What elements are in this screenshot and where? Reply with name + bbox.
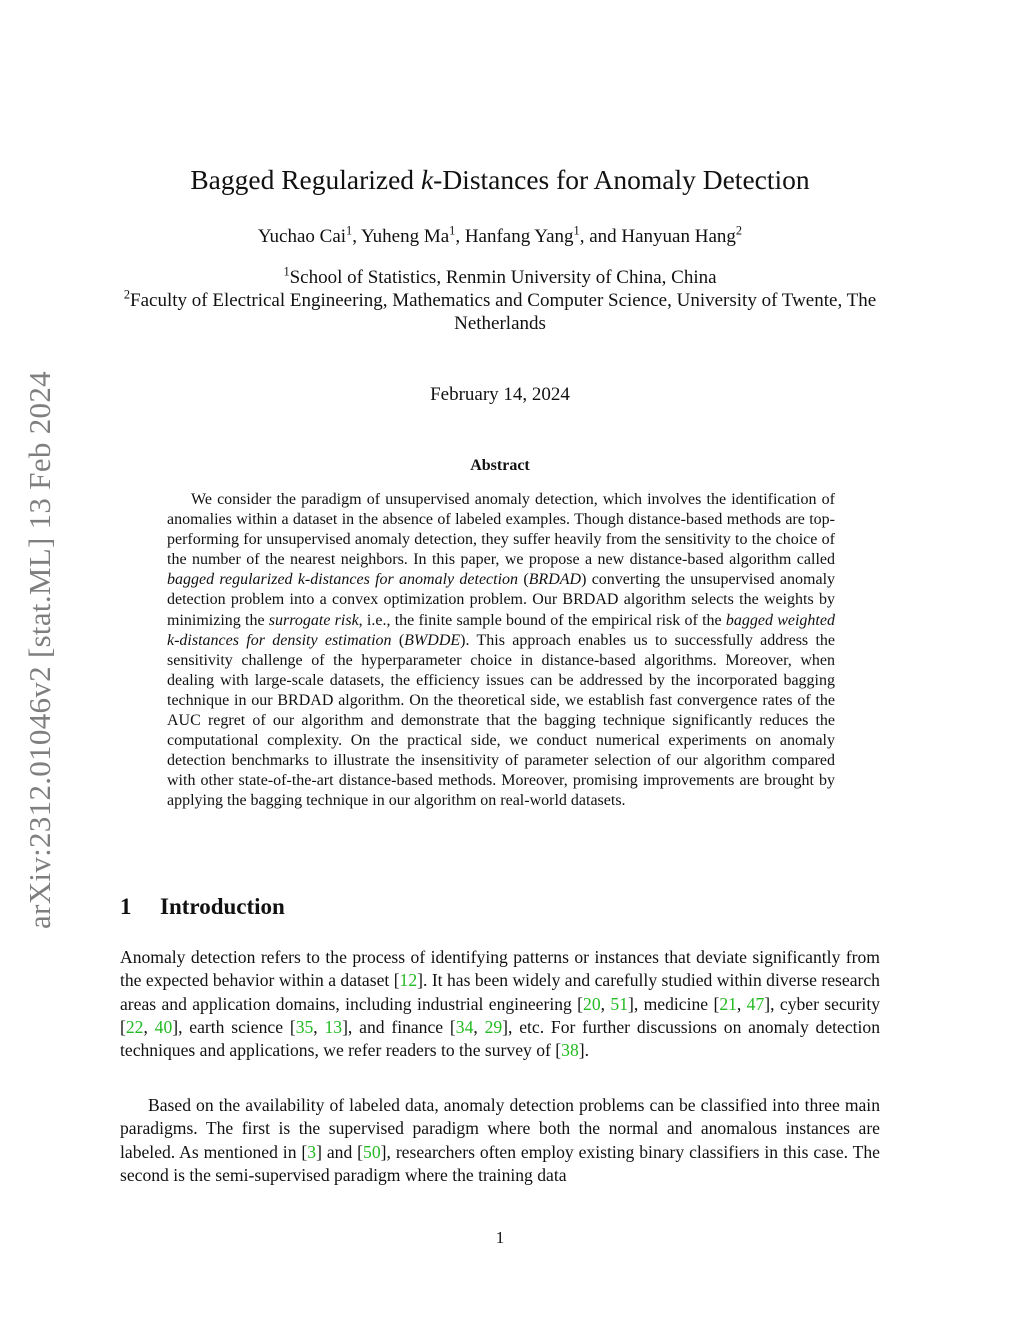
section-number: 1 [120,894,132,919]
author-list: Yuchao Cai$^1$, Yuheng Ma$^1$, Hanfang Yang$^1$, and Hanyuan Hang$^2$ [257,223,743,247]
citation-link[interactable]: 47 [746,993,765,1014]
author-name: Hanfang Yang [464,226,574,247]
abstract-body: We consider the paradigm of unsupervised anomaly detection, which involves the identification of anomalies within a dataset in the absence of labeled examples. Though distance-based methods are top-performing for unsupervised anomaly detection, they suffer heavily from the sensitivity to the choice of the number of the nearest neighbors. In this paper, we propose a new distance-based algorithm called bagged regularized k-distances for anomaly detection (BRDAD) converting the unsupervised anomaly detection problem into a convex optimization problem. Our BRDAD algorithm selects the weights by minimizing the surrogate risk, i.e., the finite sample bound of the empirical risk of the bagged weighted k-distances for density estimation (BWDDE). This approach enables us to successfully address the sensitivity challenge of the hyperparameter choice in distance-based algorithms. Moreover, when dealing with large-scale datasets, the efficiency issues can be addressed by the incorporated bagging technique in our BRDAD algorithm. On the theoretical side, we establish fast convergence rates of the AUC regret of our algorithm and demonstrate that the bagging technique significantly reduces the computational complexity. On the practical side, we conduct numerical experiments on anomaly detection benchmarks to illustrate the insensitivity of parameter selection of our algorithm compared with other state-of-the-art distance-based methods. Moreover, promising improvements are brought by applying the bagging technique in our algorithm on real-world datasets. [167,491,836,810]
author-affiliation-mark: 1 [449,223,456,238]
citation-link[interactable]: 40 [154,1016,173,1037]
intro-paragraph-1: Anomaly detection refers to the process of identifying patterns or instances that deviate significantly from the expected behavior within a dataset [12]. It has been widely and carefully studied within diverse research areas and application domains, including industrial engineering [20, 51], medicine [21, 47], cyber security [22, 40], earth science [35, 13], and finance [34, 29], etc. For further discussions on anomaly detection techniques and applications, we refer readers to the survey of [38]. [120,947,881,1061]
author-affiliation-mark: 2 [735,223,743,238]
citation-link[interactable]: 22 [125,1016,144,1037]
section-heading-introduction [120,893,285,921]
citation-link[interactable]: 20 [583,993,601,1014]
affiliation-1: $^1$School of Statistics, Renmin University of China, China [283,264,717,288]
paper-title: Bagged Regularized k-Distances for Anomaly Detection [190,164,810,195]
author-affiliation-mark: 1 [573,223,580,238]
page-number: 1 [495,1228,505,1247]
citation-link[interactable]: 50 [363,1141,381,1162]
author-affiliation-mark: 1 [346,223,353,238]
intro-paragraph-2: Based on the availability of labeled data, anomaly detection problems can be classified into three main paradigms. The first is the supervised paradigm where both the normal and anomalous instances are labeled. As mentioned in [3] and [50], researchers often employ existing binary classifiers in this case. The second is the semi-supervised paradigm where the training data [120,1095,880,1185]
section-title: Introduction [160,894,285,919]
citation-link[interactable]: 51 [610,993,628,1014]
citation-link[interactable]: 21 [719,993,737,1014]
citation-link[interactable]: 13 [324,1016,343,1037]
author-name: Yuheng Ma [361,226,450,247]
citation-link[interactable]: 38 [561,1040,579,1061]
citation-link[interactable]: 35 [295,1016,314,1037]
citation-link[interactable]: 12 [399,970,418,991]
citation-link[interactable]: 3 [307,1141,317,1162]
citation-link[interactable]: 34 [455,1016,474,1037]
affiliation-2: $^2$Faculty of Electrical Engineering, Mathematics and Computer Science, University of Twente, The Netherlands [123,287,877,334]
author-name: Yuchao Cai [257,226,347,247]
arxiv-identifier: arXiv:2312.01046v2 [stat.ML] 13 Feb 2024 [22,371,57,929]
citation-link[interactable]: 29 [484,1016,503,1037]
author-name: Hanyuan Hang [621,226,736,247]
abstract-heading: Abstract [470,457,530,474]
paper-date: February 14, 2024 [430,384,570,405]
